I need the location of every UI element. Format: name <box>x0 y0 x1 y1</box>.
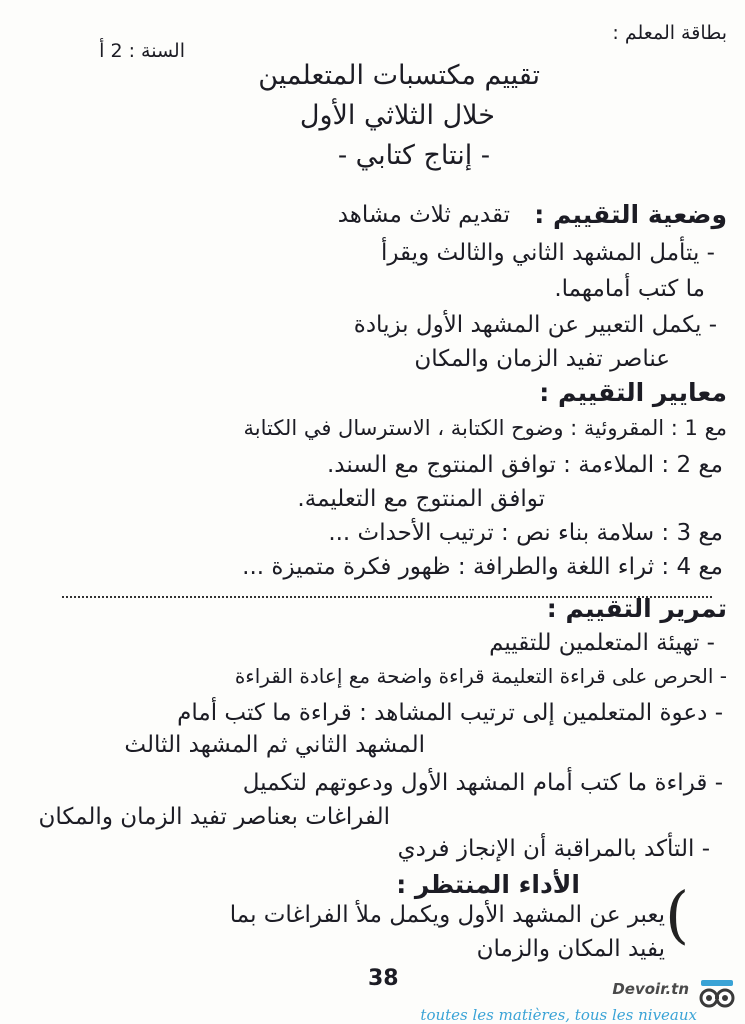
criteria-item-2: مع 2 : الملاءمة : توافق المنتوج مع السند. <box>326 452 723 478</box>
procedure-item-4: المشهد الثاني ثم المشهد الثالث <box>124 732 425 758</box>
expected-heading: الأداء المنتظر : <box>396 870 580 899</box>
class-label: السنة : 2 أ <box>99 40 185 62</box>
situation-text: تقديم ثلاث مشاهد <box>337 202 510 228</box>
procedure-item-2: - الحرص على قراءة التعليمة قراءة واضحة مع إعادة القراءة <box>234 664 727 688</box>
situation-item-3: - يكمل التعبير عن المشهد الأول بزيادة <box>353 312 717 338</box>
procedure-item-1: - تهيئة المتعلمين للتقييم <box>489 630 715 656</box>
situation-heading: وضعية التقييم : <box>534 200 727 229</box>
procedure-item-5: - قراءة ما كتب أمام المشهد الأول ودعوتهم لتكميل <box>242 770 723 796</box>
criteria-item-1: مع 1 : المقروئية : وضوح الكتابة ، الاسترسال في الكتابة <box>243 416 727 440</box>
watermark-footer <box>0 976 745 1024</box>
criteria-heading: معايير التقييم : <box>539 378 727 407</box>
sheet-label: بطاقة المعلم : <box>612 22 727 44</box>
expected-line-1: يعبر عن المشهد الأول ويكمل ملأ الفراغات بما <box>229 902 665 928</box>
glasses-icon <box>697 976 737 1016</box>
procedure-item-3: - دعوة المتعلمين إلى ترتيب المشاهد : قراءة ما كتب أمام <box>177 700 723 726</box>
watermark-tagline: toutes les matières, tous les niveaux <box>420 1006 697 1024</box>
title-line-2: خلال الثلاثي الأول <box>299 100 495 131</box>
criteria-item-3: توافق المنتوج مع التعليمة. <box>297 486 545 512</box>
page-number: 38 <box>368 966 399 991</box>
situation-item-2: ما كتب أمامهما. <box>554 276 705 302</box>
expected-brace: ( <box>665 878 690 951</box>
procedure-item-6: الفراغات بعناصر تفيد الزمان والمكان <box>38 804 390 830</box>
watermark-brand: Devoir.tn <box>612 980 689 998</box>
procedure-item-7: - التأكد بالمراقبة أن الإنجاز فردي <box>397 836 710 862</box>
situation-item-1: - يتأمل المشهد الثاني والثالث ويقرأ <box>380 240 715 266</box>
procedure-heading: تمرير التقييم : <box>546 594 727 623</box>
criteria-item-4: مع 3 : سلامة بناء نص : ترتيب الأحداث ... <box>328 520 723 546</box>
title-line-1: تقييم مكتسبات المتعلمين <box>258 60 540 91</box>
title-line-3: - إنتاج كتابي - <box>337 140 490 171</box>
situation-item-4: عناصر تفيد الزمان والمكان <box>414 346 670 372</box>
expected-line-2: يفيد المكان والزمان <box>476 936 665 962</box>
criteria-item-5: مع 4 : ثراء اللغة والطرافة : ظهور فكرة متميزة ... <box>242 554 723 580</box>
